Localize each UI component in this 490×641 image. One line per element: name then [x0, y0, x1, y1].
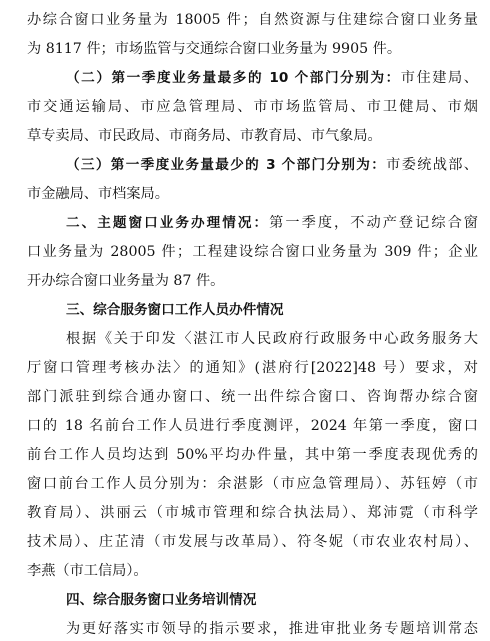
paragraph-line	[66, 66, 478, 90]
paragraph-line: 市交通运输局、市应急管理局、市市场监管局、市卫健局、市烟	[27, 99, 478, 115]
paragraph-line: 为更好落实市领导的指示要求，推进审批业务专题培训常态	[66, 621, 478, 637]
paragraph-line: 部门派驻到综合通办窗口、统一出件综合窗口、咨询帮办综合窗	[27, 389, 478, 405]
subheading-most-departments: （二）第一季度业务量最多的 10 个部门分别为：	[66, 70, 401, 86]
paragraph-line: 根据《关于印发〈湛江市人民政府行政服务中心政务服务大	[66, 331, 478, 347]
paragraph-line: 技术局）、庄芷清（市发展与改革局）、符冬妮（市农业农村局）、	[27, 534, 478, 550]
paragraph-line: 厅窗口管理考核办法〉的通知》(湛府行[2022]48 号）要求，对	[27, 360, 478, 376]
section-heading-staff: 三、综合服务窗口工作人员办件情况	[66, 302, 284, 318]
section-heading-training: 四、综合服务窗口业务培训情况	[66, 592, 257, 608]
subheading-least-departments: （三）第一季度业务量最少的 3 个部门分别为：	[66, 157, 387, 173]
paragraph-text: 市委统战部、	[386, 157, 478, 173]
paragraph-line: 教育局）、洪丽云（市城市管理和综合执法局）、郑沛霓（市科学	[27, 505, 478, 521]
paragraph-text: 市住建局、	[400, 70, 478, 86]
paragraph-line	[66, 211, 478, 235]
paragraph-line: 草专卖局、市民政局、市商务局、市教育局、市气象局。	[27, 128, 382, 144]
paragraph-line: 市金融局、市档案局。	[27, 186, 169, 202]
section-heading-theme-windows: 二、主题窗口业务办理情况：	[66, 215, 270, 231]
paragraph-line: 为 8117 件；市场监管与交通综合窗口业务量为 9905 件。	[27, 41, 402, 57]
paragraph-line: 窗口前台工作人员分别为：余湛影（市应急管理局）、苏钰婷（市	[27, 476, 478, 492]
paragraph-line: 办综合窗口业务量为 18005 件；自然资源与住建综合窗口业务量	[27, 12, 478, 28]
paragraph-line: 李燕（市工信局）。	[27, 563, 148, 579]
paragraph-line: 口的 18 名前台工作人员进行季度测评，2024 年第一季度，窗口	[27, 418, 478, 434]
paragraph-text: 第一季度，不动产登记综合窗	[269, 215, 478, 231]
paragraph-line: 口业务量为 28005 件；工程建设综合窗口业务量为 309 件；企业	[27, 244, 478, 260]
paragraph-line: 开办综合窗口业务量为 87 件。	[27, 273, 225, 289]
paragraph-line	[66, 153, 478, 177]
paragraph-line: 前台工作人员均达到 50%平均办件量，其中第一季度表现优秀的	[27, 447, 478, 463]
